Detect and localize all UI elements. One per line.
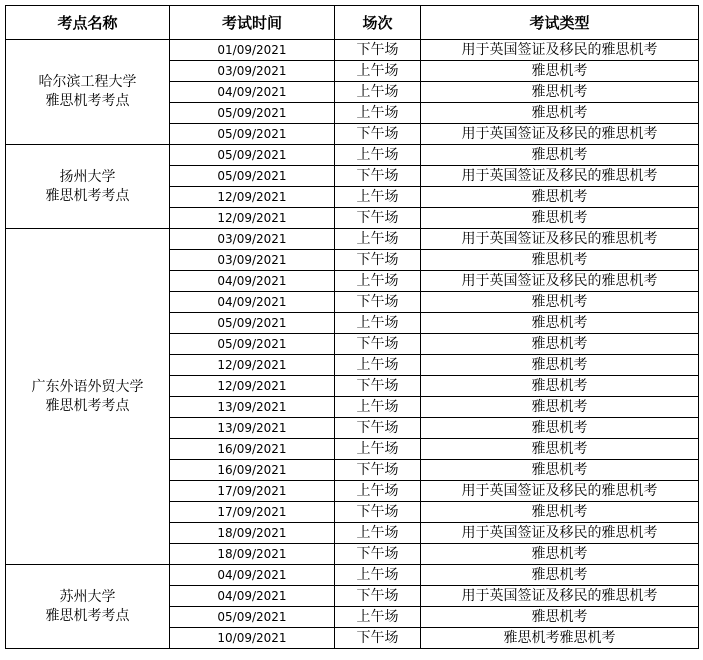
exam-type-cell: 雅思机考 — [421, 565, 699, 586]
exam-type-cell: 用于英国签证及移民的雅思机考 — [421, 523, 699, 544]
session-cell: 上午场 — [335, 481, 421, 502]
table-row — [6, 229, 699, 250]
venue-name-cell — [6, 229, 170, 565]
session-cell: 上午场 — [335, 271, 421, 292]
exam-date-cell: 05/09/2021 — [170, 313, 335, 334]
venue-name-line: 雅思机考考点 — [45, 93, 130, 109]
exam-date-cell: 12/09/2021 — [170, 187, 335, 208]
exam-date-cell: 17/09/2021 — [170, 502, 335, 523]
header-exam-time: 考试时间 — [170, 6, 335, 40]
session-cell: 上午场 — [335, 439, 421, 460]
venue-name-line: 广东外语外贸大学 — [31, 378, 144, 395]
session-cell: 下午场 — [335, 376, 421, 397]
exam-date-cell: 03/09/2021 — [170, 250, 335, 271]
exam-date-cell: 12/09/2021 — [170, 208, 335, 229]
exam-date-cell: 04/09/2021 — [170, 292, 335, 313]
session-cell: 上午场 — [335, 607, 421, 628]
exam-date-cell: 16/09/2021 — [170, 439, 335, 460]
exam-type-cell: 雅思机考雅思机考 — [421, 628, 699, 649]
exam-type-cell: 雅思机考 — [421, 292, 699, 313]
exam-type-cell: 雅思机考 — [421, 145, 699, 166]
exam-type-cell: 雅思机考 — [421, 418, 699, 439]
exam-type-cell: 用于英国签证及移民的雅思机考 — [421, 271, 699, 292]
exam-date-cell: 12/09/2021 — [170, 376, 335, 397]
venue-name-cell — [6, 40, 170, 145]
exam-type-cell: 雅思机考 — [421, 250, 699, 271]
exam-date-cell: 05/09/2021 — [170, 145, 335, 166]
exam-type-cell: 雅思机考 — [421, 334, 699, 355]
session-cell: 上午场 — [335, 187, 421, 208]
session-cell: 下午场 — [335, 460, 421, 481]
exam-date-cell: 10/09/2021 — [170, 628, 335, 649]
venue-name-line: 扬州大学 — [59, 168, 116, 185]
venue-name-cell — [6, 565, 170, 649]
session-cell: 上午场 — [335, 313, 421, 334]
exam-type-cell: 雅思机考 — [421, 313, 699, 334]
exam-type-cell: 雅思机考 — [421, 61, 699, 82]
exam-type-cell: 雅思机考 — [421, 82, 699, 103]
exam-date-cell: 16/09/2021 — [170, 460, 335, 481]
exam-type-cell: 雅思机考 — [421, 355, 699, 376]
session-cell: 上午场 — [335, 355, 421, 376]
exam-date-cell: 04/09/2021 — [170, 586, 335, 607]
exam-type-cell: 雅思机考 — [421, 397, 699, 418]
session-cell: 下午场 — [335, 628, 421, 649]
session-cell: 上午场 — [335, 397, 421, 418]
venue-name-line: 雅思机考考点 — [45, 187, 130, 204]
exam-date-cell: 04/09/2021 — [170, 82, 335, 103]
exam-date-cell: 03/09/2021 — [170, 229, 335, 250]
exam-type-cell: 用于英国签证及移民的雅思机考 — [421, 586, 699, 607]
session-cell: 下午场 — [335, 292, 421, 313]
header-venue-name: 考点名称 — [6, 6, 170, 40]
exam-date-cell: 13/09/2021 — [170, 418, 335, 439]
session-cell: 下午场 — [335, 502, 421, 523]
exam-date-cell: 18/09/2021 — [170, 544, 335, 565]
exam-type-cell: 雅思机考 — [421, 376, 699, 397]
session-cell: 下午场 — [335, 334, 421, 355]
table-row — [6, 40, 699, 61]
exam-type-cell: 雅思机考 — [421, 607, 699, 628]
exam-type-cell: 用于英国签证及移民的雅思机考 — [421, 166, 699, 187]
table-body — [6, 40, 699, 649]
exam-date-cell: 01/09/2021 — [170, 40, 335, 61]
exam-type-cell: 雅思机考 — [421, 544, 699, 565]
exam-date-cell: 17/09/2021 — [170, 481, 335, 502]
venue-name-cell — [6, 145, 170, 229]
session-cell: 下午场 — [335, 124, 421, 145]
exam-date-cell: 04/09/2021 — [170, 271, 335, 292]
table-row — [6, 565, 699, 586]
venue-name-line: 哈尔滨工程大学 — [38, 74, 137, 90]
session-cell: 上午场 — [335, 565, 421, 586]
exam-type-cell: 雅思机考 — [421, 502, 699, 523]
session-cell: 下午场 — [335, 166, 421, 187]
exam-type-cell: 雅思机考 — [421, 439, 699, 460]
exam-type-cell: 用于英国签证及移民的雅思机考 — [421, 40, 699, 61]
table-header-row — [6, 6, 699, 40]
exam-type-cell: 雅思机考 — [421, 208, 699, 229]
session-cell: 上午场 — [335, 61, 421, 82]
exam-type-cell: 雅思机考 — [421, 460, 699, 481]
exam-date-cell: 05/09/2021 — [170, 166, 335, 187]
exam-date-cell: 13/09/2021 — [170, 397, 335, 418]
session-cell: 下午场 — [335, 250, 421, 271]
exam-date-cell: 05/09/2021 — [170, 124, 335, 145]
table-row — [6, 145, 699, 166]
session-cell: 下午场 — [335, 544, 421, 565]
exam-date-cell: 05/09/2021 — [170, 103, 335, 124]
session-cell: 上午场 — [335, 145, 421, 166]
exam-date-cell: 18/09/2021 — [170, 523, 335, 544]
exam-type-cell: 雅思机考 — [421, 187, 699, 208]
exam-schedule-table — [5, 5, 699, 649]
exam-date-cell: 05/09/2021 — [170, 607, 335, 628]
session-cell: 下午场 — [335, 418, 421, 439]
exam-type-cell: 用于英国签证及移民的雅思机考 — [421, 229, 699, 250]
exam-date-cell: 05/09/2021 — [170, 334, 335, 355]
venue-name-line: 雅思机考考点 — [45, 607, 130, 624]
header-exam-type: 考试类型 — [421, 6, 699, 40]
exam-type-cell: 用于英国签证及移民的雅思机考 — [421, 481, 699, 502]
session-cell: 下午场 — [335, 208, 421, 229]
session-cell: 下午场 — [335, 40, 421, 61]
session-cell: 下午场 — [335, 586, 421, 607]
header-session: 场次 — [335, 6, 421, 40]
venue-name-line: 苏州大学 — [59, 588, 116, 605]
session-cell: 上午场 — [335, 229, 421, 250]
session-cell: 上午场 — [335, 82, 421, 103]
venue-name-line: 雅思机考考点 — [45, 397, 130, 414]
exam-date-cell: 03/09/2021 — [170, 61, 335, 82]
exam-date-cell: 12/09/2021 — [170, 355, 335, 376]
session-cell: 上午场 — [335, 523, 421, 544]
exam-type-cell: 雅思机考 — [421, 103, 699, 124]
exam-type-cell: 用于英国签证及移民的雅思机考 — [421, 124, 699, 145]
exam-date-cell: 04/09/2021 — [170, 565, 335, 586]
session-cell: 上午场 — [335, 103, 421, 124]
